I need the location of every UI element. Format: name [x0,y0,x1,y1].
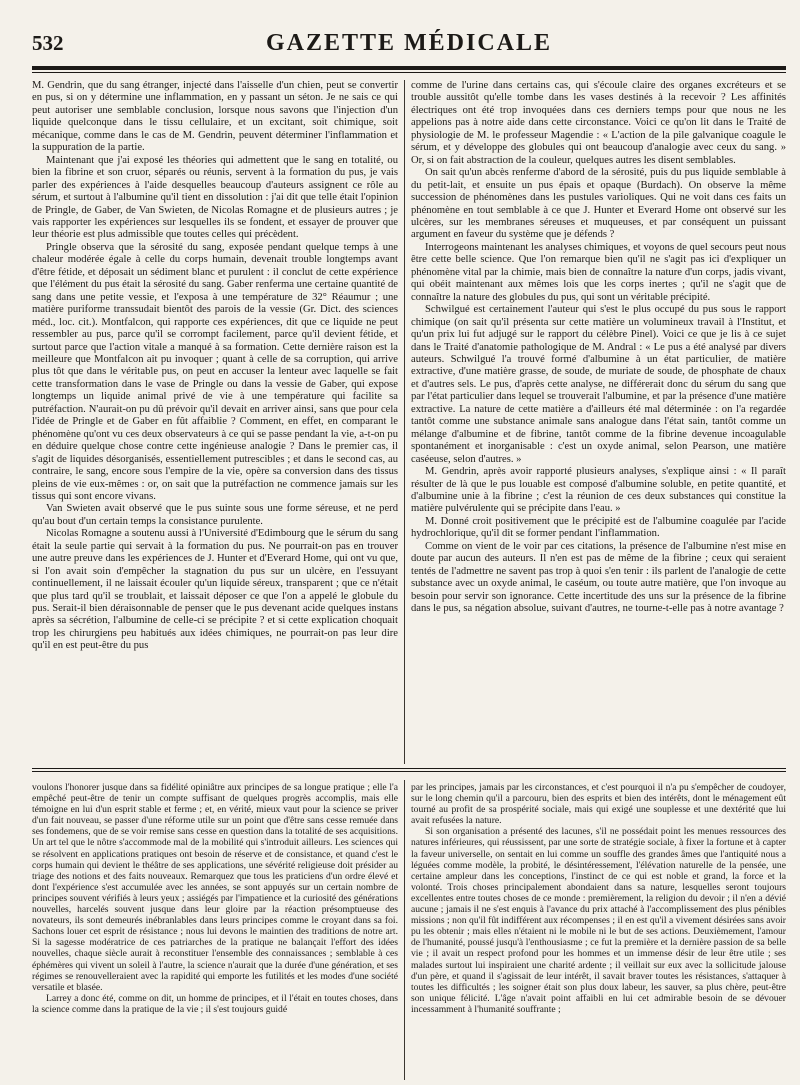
page-header [32,30,786,66]
paragraph: par les principes, jamais par les circonstances, et c'est pourquoi il n'a pu s'empêcher de coudoyer, sur le long chemin qu'il a parcouru, bien des esprits et bien des intérêts, dont le ménagement eût tourné au profit de sa prospérité sociale, mais qui exigé une souplesse et une dextérité que lui avait refusées la nature. [411,782,786,827]
paragraph: Pringle observa que la sérosité du sang, exposée pendant quelque temps à une chaleur modérée égale à celle du corps humain, devenait trouble longtemps avant d'être fétide, et déposait un sédiment blanc et purulent : il conclut de cette expérience que l'élément du pus était la sérosité du sang. Gaber renferma une certaine quantité de sang dans une petite vessie, et l'exposa à une température de 32° Réaumur ; une matière puriforme transsudait bientôt des parois de la vessie (Gr. Dict. des sciences méd., loc. cit.). Montfalcon, qui rapporte ces expériences, dit que ce liquide ne peut ressembler au pus, parce qu'il se corrompt facilement, parce qu'il devient fétide, et surtout parce que l'action vitale a manqué à sa formation. Cette dernière raison est la meilleure que Montfalcon ait pu invoquer ; quant à celle de sa corruption, qui arrive plus tôt que dans le véritable pus, on peut en accuser la lenteur avec laquelle se fait cette transformation dans le vase de Pringle ou dans la vessie de Gaber, qui expose longtemps un liquide animal privé de vie à une température qui facilite sa putréfaction. N'aurait-on pu dû prévoir qu'il devait en arriver ainsi, sans que pour cela l'idée de Pringle et de Gaber en fût affaiblie ? Comment, en effet, en comparant le phénomène qu'ont vu ces deux observateurs à ce qui se passe pendant la vie, a-t-on pu en déduire quelque chose contre cette ingénieuse analogie ? Dans le premier cas, il s'agit de liquides désorganisés, essentiellement putrescibles ; et dans le second cas, au contraire, le sang, encore sous l'empire de la vie, opère sa conversion dans des tissus pleins de vie eux-mêmes : or, on sait que la putréfaction ne commence jamais sur les tissus qui sont encore vivans. [32,241,398,502]
paragraph: comme de l'urine dans certains cas, qui s'écoule claire des organes excréteurs et se trouble aussitôt qu'elle tombe dans les vases destinés à la recevoir ? Les affinités électriques ont été trop invoquées dans ces derniers temps pour que nous ne les appelions pas à notre aide dans cette circonstance. Voici ce qu'on lit dans le Traité de physiologie de M. le professeur Magendie : « L'action de la pile galvanique coagule le sérum, et y développe des globules qui ont beaucoup d'analogie avec ceux du sang. » Or, si on fait abstraction de la couleur, quelques autres les disent semblables. [411,80,786,166]
paragraph: Schwilgué est certainement l'auteur qui s'est le plus occupé du pus sous le rapport chimique (on sait qu'il présenta sur cette matière un volumineux travail à l'Institut, et qu'un prix lui fut adjugé sur le rapport du célèbre Pinel). Voici ce que je lis à ce sujet dans le Traité d'anatomie pathologique de M. Andral : « Le pus a été analysé par divers auteurs. Schwilgué l'a trouvé formé d'albumine à un état particulier, de matière extractive, d'une matière grasse, de soude, de muriate de soude, de phosphate de chaux et d'autres sels. Le pus, d'après cette analyse, ne différerait donc du sérum du sang que par l'état particulier dans lequel se trouverait l'albumine, et par la présence d'une matière extractive. La nature de cette matière a d'ailleurs été mal déterminée : on l'a regardée tantôt comme une substance animale sans analogue dans l'état sain, tantôt comme un mélange d'albumine et de fibrine, tantôt comme de la fibrine devenue incoagulable spontanément et inorganisable : c'est un oxyde animal, selon Pearson, une matière caséeuse, selon d'autres. » [411,304,786,465]
header-rule-thick [32,66,786,70]
feuilleton-column-right [411,782,786,1078]
article-column-right [411,80,786,762]
paragraph: Interrogeons maintenant les analyses chimiques, et voyons de quel secours peut nous être cette belle science. Que l'on remarque bien qu'il ne s'agit pas ici d'expliquer un phénomène vital par la chimie, mais bien de connaître la nature d'un corps, jadis vivant, qui obéit maintenant aux mêmes lois que les corps inertes ; qu'il ne s'agit que de connaître la nature des globules du pus, qui sont un véritable précipité. [411,241,786,303]
paragraph: voulons l'honorer jusque dans sa fidélité opiniâtre aux principes de sa longue pratique ; elle l'a empêché peut-être de tenir un compte suffisant de quelques progrès accomplis, mais elle témoigne en lui d'un esprit stable et ferme ; et, en vérité, mieux vaut pour la science se priver d'un fait nouveau, se passer d'une réforme utile sur un point que d'être sans cesse remuée dans ses fondemens, que de se voir remise sans cesse en question dans la totalité de ses acquisitions. Un art tel que le nôtre s'accommode mal de la mobilité qui s'introduit ailleurs. Les sciences qui se résolvent en applications pratiques ont besoin de réserve et de consistance, et quand c'est le corps humain qui devient le théâtre de ses applications, une sévérité religieuse doit présider au triage des notions et des faits nouveaux. Remarquez que tous les praticiens d'un ordre élevé et dont l'expérience s'est accumulée avec les années, se sont appuyés sur un certain nombre de principes souvent vérifiés à leurs yeux ; assiégés par l'impatience et la curiosité des générations nouvelles, harcelés souvent jusque dans leur gloire par la réaction présomptueuse des novateurs, ils sont demeurés inébranlables dans leurs principes comme le croyant dans sa foi. Sachons louer cet esprit de résistance ; nous lui devons le maintien des traditions de notre art. Si la sagesse modératrice de ces patriarches de la pratique ne balançait l'effort des idées nouvelles, chaque siècle aurait à reconstituer l'ensemble des connaissances ; semblable à ces éphémères qui vivent un soleil à l'autre, la science n'aurait que la durée d'une génération, et ses régimes se renouvelleraient avec la rapidité qui emporte les futilités et les modes d'une société versatile et blasée. [32,782,398,993]
paragraph: Van Swieten avait observé que le pus suinte sous une forme séreuse, et ne perd qu'au bout d'un certain temps la consistance purulente. [32,503,398,527]
feuilleton-column-left [32,782,398,1078]
paragraph: Maintenant que j'ai exposé les théories qui admettent que le sang en totalité, ou bien la fibrine et son cruor, séparés ou réunis, servent à la formation du pus, je vais parler des expériences à l'aide desquelles beaucoup d'auteurs assignent ce rôle au sérum, et surtout à l'albumine qu'il tient en dissolution : j'ai dit que telle était l'opinion de Pringle, de Gaber, de Van Swieten, de Nicolas Romagne et de plusieurs autres ; je vais rapporter les expériences sur lesquelles ils se fondent, et essayer de prouver que leur théorie est plus admissible que toutes celles qui précèdent. [32,154,398,241]
paragraph: M. Gendrin, après avoir rapporté plusieurs analyses, s'explique ainsi : « Il paraît résulter de là que le pus louable est composé d'albumine soluble, en petite quantité, et d'albumine unie à la fibrine ; c'est la réunion de ces deux substances qui constitue la matière pulvérulente qui se précipite dans l'eau. » [411,466,786,515]
page-number: 532 [32,31,64,55]
paragraph: Larrey a donc été, comme on dit, un homme de principes, et il l'était en toutes choses, dans la science comme dans la pratique de la vie ; il s'est toujours guidé [32,992,398,1015]
paragraph: M. Donné croit positivement que le précipité est de l'albumine coagulée par l'acide hydrochlorique, qu'il dit se former pendant l'inflammation. [411,515,786,540]
paragraph: On sait qu'un abcès renferme d'abord de la sérosité, puis du pus liquide semblable à du petit-lait, et ensuite un pus épais et opaque (Burdach). On observe la même succession de phénomènes dans les pustules varioliques. Qui ne voit dans ces faits un phénomène en tout semblable à ce que J. Hunter et Everard Home ont observé sur les ulcères, sur les membranes séreuses et muqueuses, et par conséquent un puissant argument en faveur du système que je défends ? [411,167,786,241]
journal-title: GAZETTE MÉDICALE [265,30,553,56]
paragraph: Nicolas Romagne a soutenu aussi à l'Université d'Edimbourg que le sérum du sang était la seule partie qui servait à la formation du pus. Ne pourrait-on pas en trouver une autre preuve dans les expériences de J. Hunter et d'Everard Home, qui ont vu que, si l'on avait soin d'empêcher la stagnation du pus sur un ulcère, en l'essuyant continuellement, il ne laissait écouler qu'un liquide séreux, transparent ; que ce n'était que plus tard qu'il se troublait, et laissait déposer ce que l'on a appelé le globule du pus. Serait-il bien déraisonnable de penser que le pus devenant acide quelques instans après sa sécrétion, l'albumine de celle-ci se précipite ? et si cette explication choquait trop les chirurgiens peu habitués aux idées chimiques, ne pourrait-on pas leur dire qu'il en est peut-être du pus [32,528,398,652]
paragraph: M. Gendrin, que du sang étranger, injecté dans l'aisselle d'un chien, peut se convertir en pus, si on y détermine une inflammation, en y passant un séton. Je ne sais ce qui peut autoriser une semblable conclusion, lorsque nous savons que l'injection d'un liquide quelconque dans le tissu cellulaire, et un excitant, soit chimique, soit mécanique, comme dans le cas de M. Gendrin, peuvent déterminer l'inflammation et la suppuration de la partie. [32,80,398,154]
feuilleton-rule-double [32,771,786,772]
paragraph: Comme on vient de le voir par ces citations, la présence de l'albumine n'est mise en doute par aucun des auteurs. Il n'en est pas de même de la fibrine ; ceux qui seraient tentés de l'admettre ne savent pas trop à quoi s'en tenir : ils parlent de l'analogie de cette substance avec un oxyde animal, le caséum, ou toute autre matière, que l'on invoque au besoin pour servir son ignorance. Cette incertitude des uns sur la présence de la fibrine dans le pus, sa négation absolue, suivant d'autres, ne tourne-t-elle pas à notre avantage ? [411,540,786,615]
article-column-left [32,80,398,762]
column-divider [404,780,405,1080]
header-rule-thin [32,72,786,73]
column-divider [404,80,405,764]
feuilleton-rule [32,768,786,769]
paragraph: Si son organisation a présenté des lacunes, s'il ne possédait point les menues ressources des natures inférieures, qui réussissent, par une sorte de stratégie sociale, à fixer la fortune et à capter la faveur universelle, on sentait en lui comme un souffle des grandes âmes que l'antiquité nous a léguées comme modèle, la probité, le désintéressement, l'élévation naturelle de la pensée, une certaine ampleur dans les conceptions, l'instinct de ce qui est noble et grand, la force et la volonté. Trois choses principalement abondaient dans sa nature, lesquelles seront toujours excellentes entre toutes choses de ce monde : premièrement, la religion du devoir ; il n'en a dévié aucune ; jamais il ne s'est enquis à l'avance du prix attaché à l'accomplissement des plus pénibles missions ; non qu'il fût indifférent aux récompenses ; il en est qu'il a vivement désirées sans avoir pu les obtenir ; mais elles n'étaient ni le mobile ni le but de ses actions. Deuxièmement, l'amour de l'humanité, poussé jusqu'à l'enthousiasme ; ce fut la première et la dernière passion de sa belle vie ; il avait un respect profond pour les hommes et un immense désir de leur être utile ; ses malades surtout lui inspiraient une charité ardente ; il veillait sur eux avec la sollicitude jalouse d'un père, et quand il s'agissait de leur intérêt, il savait braver toutes les résistances, s'attaquer à toutes les difficultés ; les soigner était son plus doux labeur, les sauver, sa plus chère, peut-être son unique félicité. L'âge n'avait point affaibli en lui cet admirable besoin de se dévouer incessamment à l'humanité souffrante ; [411,826,786,1015]
